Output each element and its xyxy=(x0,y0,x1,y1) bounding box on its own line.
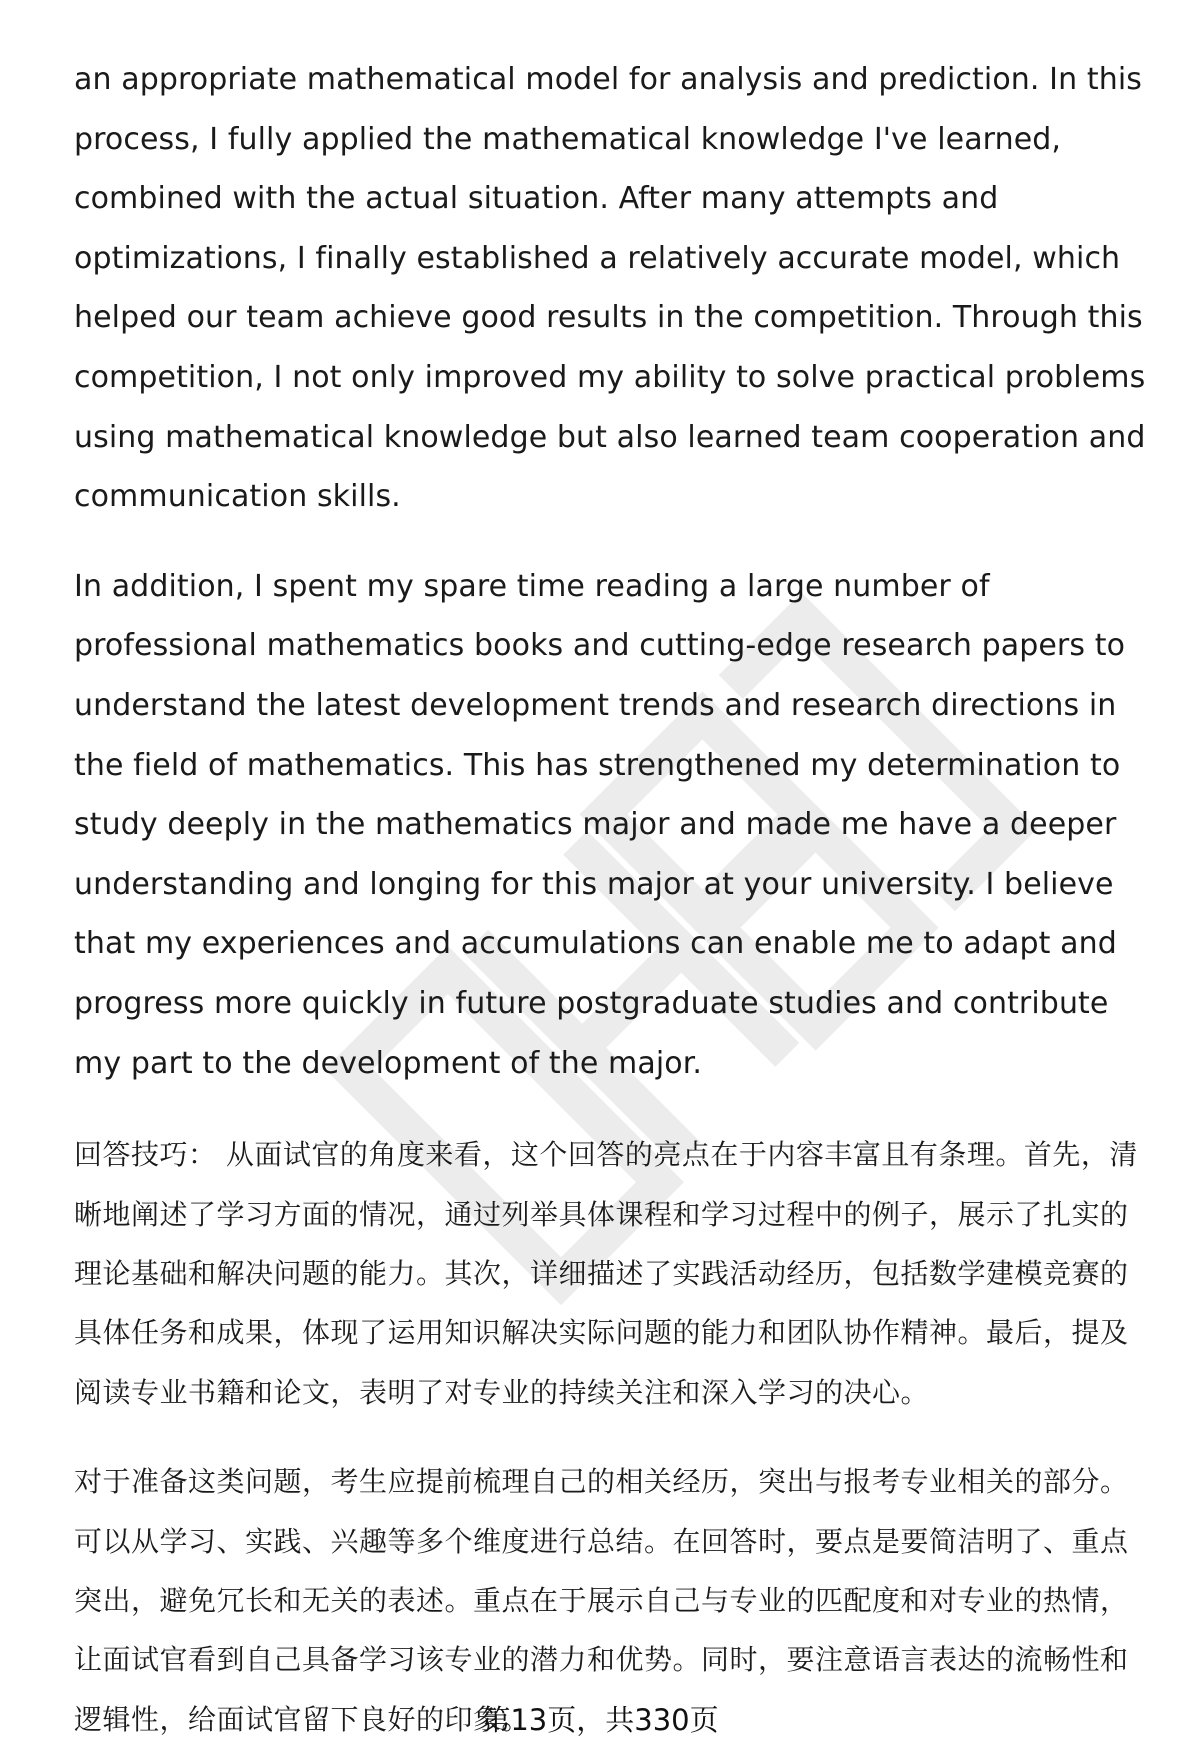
answer-paragraph-1: an appropriate mathematical model for analysis and prediction. In this process, I fully applied the mathematical knowledge I've learned, combined with the actual situation. After many attempts and optimizations, I finally established a relatively accurate model, which helped our team achieve good results in the competition. Through this competition, I not only improved my ability to solve practical problems using mathematical knowledge but also learned team cooperation and communication skills. xyxy=(74,62,1146,515)
answer-paragraph-2: In addition, I spent my spare time reading a large number of professional mathematics books and cutting-edge research papers to understand the latest development trends and research directions in the field of mathematics. This has strengthened my determination to study deeply in the mathematics major and made me have a deeper understanding and longing for this major at your university. I believe that my experiences and accumulations can enable me to adapt and progress more quickly in future postgraduate studies and contribute my part to the development of the major. xyxy=(74,568,1126,1081)
page-number-footer: 第13页，共330页 xyxy=(481,1703,719,1737)
preparation-advice-paragraph: 对于准备这类问题，考生应提前梳理自己的相关经历，突出与报考专业相关的部分。可以从学习、实践、兴趣等多个维度进行总结。在回答时，要点是要简洁明了、重点突出，避免冗长和无关的表述。重点在于展示自己与专业的匹配度和对专业的热情，让面试官看到自己具备学习该专业的潜力和优势。同时，要注意语言表达的流畅性和逻辑性，给面试官留下良好的印象。 xyxy=(74,1465,1129,1736)
page-content xyxy=(74,50,1154,1749)
answer-tips-paragraph: 回答技巧： 从面试官的角度来看，这个回答的亮点在于内容丰富且有条理。首先，清晰地阐述了学习方面的情况，通过列举具体课程和学习过程中的例子，展示了扎实的理论基础和解决问题的能力。其次，详细描述了实践活动经历，包括数学建模竞赛的具体任务和成果，体现了运用知识解决实际问题的能力和团队协作精神。最后，提及阅读专业书籍和论文，表明了对专业的持续关注和深入学习的决心。 xyxy=(74,1138,1138,1409)
